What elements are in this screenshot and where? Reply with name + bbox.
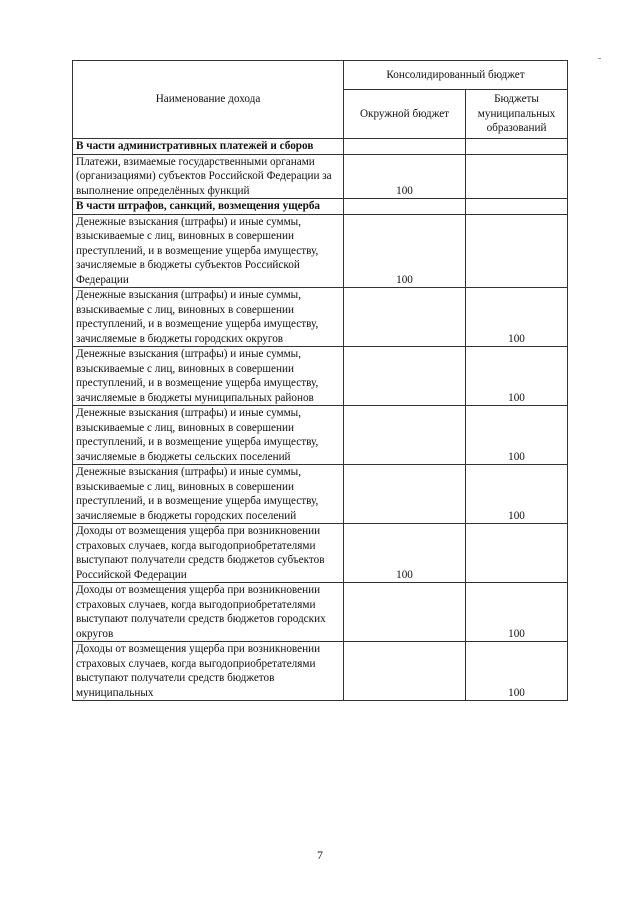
header-district-budget: Окружной бюджет — [344, 90, 466, 139]
table-row — [73, 288, 568, 347]
table-body — [73, 139, 568, 701]
income-name: Доходы от возмещения ущерба при возникновении страховых случаев, когда выгодоприобретателями выступают получатели средств бюджетов субъектов Российской Федерации — [73, 524, 344, 583]
header-income-name: Наименование дохода — [73, 61, 344, 139]
district-budget-share — [344, 406, 466, 465]
income-name: Денежные взыскания (штрафы) и иные суммы, взыскиваемые с лиц, виновных в совершении преступлений, и в возмещение ущерба имуществу, зачисляемые в бюджеты муниципальных районов — [73, 347, 344, 406]
header-row-1 — [73, 61, 568, 90]
district-budget-share — [344, 642, 466, 701]
municipal-budget-share: 100 — [466, 642, 568, 701]
municipal-budget-share: 100 — [466, 406, 568, 465]
table-row — [73, 583, 568, 642]
section-row — [73, 139, 568, 155]
municipal-budget-share: 100 — [466, 583, 568, 642]
table-row — [73, 524, 568, 583]
table-row — [73, 642, 568, 701]
header-municipal-budgets: Бюджеты муниципальных образований — [466, 90, 568, 139]
district-budget-share: 100 — [344, 524, 466, 583]
municipal-budget-share — [466, 139, 568, 155]
municipal-budget-share — [466, 154, 568, 199]
district-budget-share: 100 — [344, 214, 466, 288]
section-title: В части административных платежей и сборов — [73, 139, 344, 155]
table-row — [73, 465, 568, 524]
page-number: 7 — [317, 848, 323, 862]
section-row — [73, 199, 568, 215]
municipal-budget-share: 100 — [466, 347, 568, 406]
revenue-distribution-table — [72, 60, 568, 701]
table-row — [73, 154, 568, 199]
district-budget-share: 100 — [344, 154, 466, 199]
municipal-budget-share: 100 — [466, 288, 568, 347]
income-name: Денежные взыскания (штрафы) и иные суммы, взыскиваемые с лиц, виновных в совершении преступлений, и в возмещение ущерба имуществу, зачисляемые в бюджеты городских округов — [73, 288, 344, 347]
header-consolidated-budget: Консолидированный бюджет — [344, 61, 568, 90]
income-name: Платежи, взимаемые государственными органами (организациями) субъектов Российской Федерации за выполнение определённых функций — [73, 154, 344, 199]
district-budget-share — [344, 288, 466, 347]
municipal-budget-share — [466, 524, 568, 583]
district-budget-share — [344, 583, 466, 642]
scan-mark — [598, 58, 601, 59]
income-name: Доходы от возмещения ущерба при возникновении страховых случаев, когда выгодоприобретателями выступают получатели средств бюджетов муниципальных — [73, 642, 344, 701]
table-row — [73, 406, 568, 465]
income-name: Денежные взыскания (штрафы) и иные суммы, взыскиваемые с лиц, виновных в совершении преступлений, и в возмещение ущерба имуществу, зачисляемые в бюджеты городских поселений — [73, 465, 344, 524]
municipal-budget-share: 100 — [466, 465, 568, 524]
table-row — [73, 214, 568, 288]
income-name: Доходы от возмещения ущерба при возникновении страховых случаев, когда выгодоприобретателями выступают получатели средств бюджетов городских округов — [73, 583, 344, 642]
income-name: Денежные взыскания (штрафы) и иные суммы, взыскиваемые с лиц, виновных в совершении преступлений, и в возмещение ущерба имуществу, зачисляемые в бюджеты субъектов Российской Федерации — [73, 214, 344, 288]
district-budget-share — [344, 347, 466, 406]
municipal-budget-share — [466, 199, 568, 215]
municipal-budget-share — [466, 214, 568, 288]
income-name: Денежные взыскания (штрафы) и иные суммы, взыскиваемые с лиц, виновных в совершении преступлений, и в возмещение ущерба имуществу, зачисляемые в бюджеты сельских поселений — [73, 406, 344, 465]
district-budget-share — [344, 139, 466, 155]
table-row — [73, 347, 568, 406]
district-budget-share — [344, 465, 466, 524]
district-budget-share — [344, 199, 466, 215]
section-title: В части штрафов, санкций, возмещения ущерба — [73, 199, 344, 215]
